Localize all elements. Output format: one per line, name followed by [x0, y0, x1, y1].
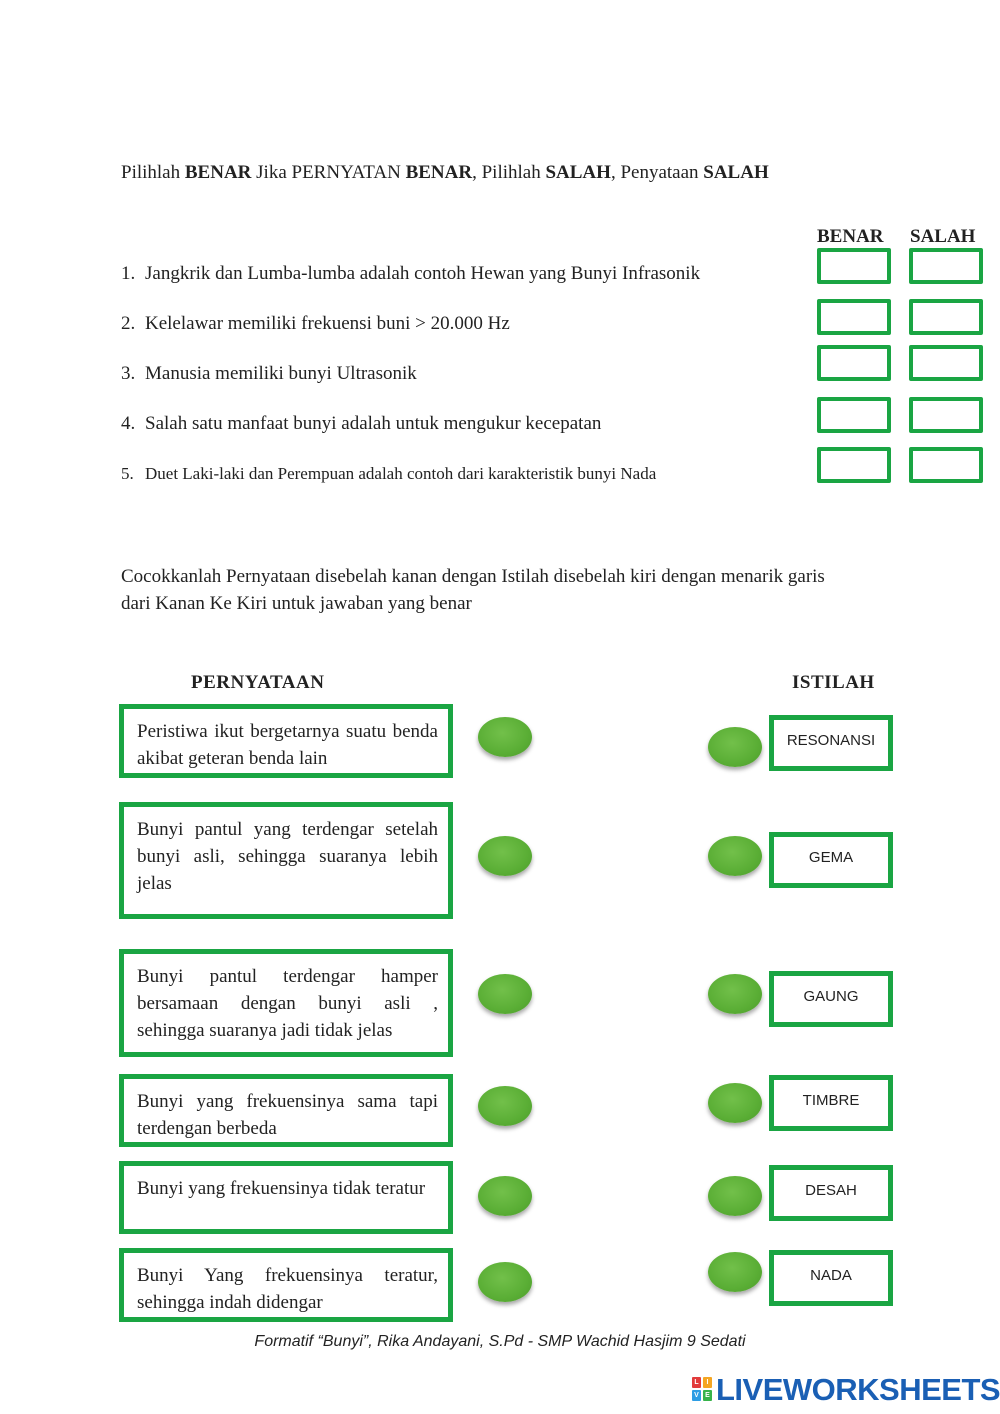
- statement-connector-dot-6[interactable]: [478, 1262, 532, 1302]
- benar-box-2[interactable]: [817, 299, 891, 335]
- benar-box-1[interactable]: [817, 248, 891, 284]
- statement-connector-dot-2[interactable]: [478, 836, 532, 876]
- logo-tile-v: V: [692, 1390, 701, 1401]
- salah-box-2[interactable]: [909, 299, 983, 335]
- istilah-header: ISTILAH: [792, 672, 875, 693]
- term-connector-dot-1[interactable]: [708, 727, 762, 767]
- logo-tile-e: E: [703, 1390, 712, 1401]
- benar-column-header: BENAR: [817, 226, 884, 247]
- statement-connector-dot-4[interactable]: [478, 1086, 532, 1126]
- term-resonansi[interactable]: RESONANSI: [769, 715, 893, 771]
- salah-box-1[interactable]: [909, 248, 983, 284]
- salah-box-5[interactable]: [909, 447, 983, 483]
- benar-box-3[interactable]: [817, 345, 891, 381]
- question-4: 4. Salah satu manfaat bunyi adalah untuk mengukur kecepatan: [121, 413, 602, 434]
- brand-name: LIVEWORKSHEETS: [716, 1372, 1000, 1407]
- question-3: 3. Manusia memiliki bunyi Ultrasonik: [121, 363, 417, 384]
- statement-connector-dot-3[interactable]: [478, 974, 532, 1014]
- term-connector-dot-6[interactable]: [708, 1252, 762, 1292]
- salah-box-3[interactable]: [909, 345, 983, 381]
- benar-box-5[interactable]: [817, 447, 891, 483]
- question-2: 2. Kelelawar memiliki frekuensi buni > 20.000 Hz: [121, 313, 510, 334]
- term-desah[interactable]: DESAH: [769, 1165, 893, 1221]
- statement-box-4: Bunyi yang frekuensinya sama tapi terdengan berbeda: [119, 1074, 453, 1147]
- logo-tile-i: I: [703, 1377, 712, 1388]
- term-gaung[interactable]: GAUNG: [769, 971, 893, 1027]
- footer-credit: Formatif “Bunyi”, Rika Andayani, S.Pd - SMP Wachid Hasjim 9 Sedati: [254, 1333, 746, 1350]
- statement-connector-dot-1[interactable]: [478, 717, 532, 757]
- question-1: 1. Jangkrik dan Lumba-lumba adalah contoh Hewan yang Bunyi Infrasonik: [121, 263, 701, 284]
- term-connector-dot-2[interactable]: [708, 836, 762, 876]
- logo-grid-icon: [692, 1377, 712, 1401]
- matching-instructions: Cocokkanlah Pernyataan disebelah kanan dengan Istilah disebelah kiri dengan menarik garis dari Kanan Ke Kiri untuk jawaban yang benar: [121, 566, 825, 614]
- term-connector-dot-3[interactable]: [708, 974, 762, 1014]
- salah-column-header: SALAH: [910, 226, 976, 247]
- question-5: 5. Duet Laki-laki dan Perempuan adalah contoh dari karakteristik bunyi Nada: [121, 464, 657, 483]
- term-connector-dot-5[interactable]: [708, 1176, 762, 1216]
- statement-box-3: Bunyi pantul terdengar hamper bersamaan dengan bunyi asli , sehingga suaranya jadi tidak jelas: [119, 949, 453, 1057]
- logo-tile-l: L: [692, 1377, 701, 1388]
- term-nada[interactable]: NADA: [769, 1250, 893, 1306]
- term-connector-dot-4[interactable]: [708, 1083, 762, 1123]
- tf-instructions: Pilihlah BENAR Jika PERNYATAN BENAR, Pilihlah SALAH, Penyataan SALAH: [121, 162, 769, 183]
- salah-box-4[interactable]: [909, 397, 983, 433]
- statement-connector-dot-5[interactable]: [478, 1176, 532, 1216]
- pernyataan-header: PERNYATAAN: [191, 672, 325, 693]
- statement-box-2: Bunyi pantul yang terdengar setelah bunyi asli, sehingga suaranya lebih jelas: [119, 802, 453, 919]
- statement-box-1: Peristiwa ikut bergetarnya suatu benda akibat geteran benda lain: [119, 704, 453, 778]
- benar-box-4[interactable]: [817, 397, 891, 433]
- term-timbre[interactable]: TIMBRE: [769, 1075, 893, 1131]
- term-gema[interactable]: GEMA: [769, 832, 893, 888]
- statement-box-5: Bunyi yang frekuensinya tidak teratur: [119, 1161, 453, 1234]
- statement-box-6: Bunyi Yang frekuensinya teratur, sehingga indah didengar: [119, 1248, 453, 1322]
